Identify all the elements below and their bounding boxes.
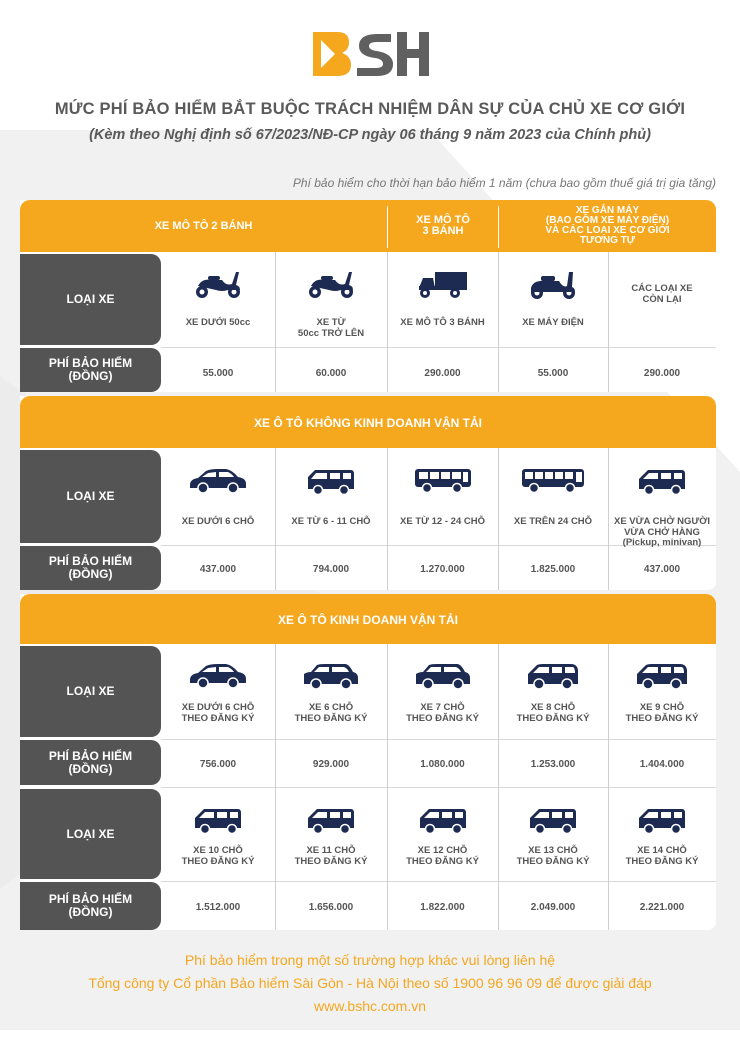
row-label-vehicle-type: LOẠI XE: [20, 646, 161, 737]
vehicle-type-sublabel: (Pickup, minivan): [622, 537, 702, 548]
vehicle-type-label: XE MÔ TÔ 3 BÁNH: [400, 317, 485, 328]
fee-value: 1.512.000: [195, 902, 241, 913]
fee-note: Phí bảo hiểm cho thời hạn bảo hiểm 1 năm (chưa bao gồm thuế giá trị gia tăng): [292, 176, 716, 190]
vehicle-type-label: XE 11 CHỖ THEO ĐĂNG KÝ: [294, 845, 368, 867]
row-label-vehicle-type: LOẠI XE: [20, 450, 161, 543]
row-divider: [161, 739, 716, 740]
row-label-fee: PHÍ BẢO HIỂM (ĐỒNG): [20, 740, 161, 785]
vehicle-type-label: XE 12 CHỖ THEO ĐĂNG KÝ: [406, 845, 479, 867]
row-label-vehicle-type: LOẠI XE: [20, 254, 161, 345]
sedan-icon: [161, 467, 275, 500]
header-2-wheel: XE MÔ TÔ 2 BÁNH: [154, 219, 253, 232]
fee-value: 794.000: [312, 564, 350, 575]
vehicle-type-label: XE 9 CHỖ THEO ĐĂNG KÝ: [625, 702, 699, 724]
van-icon: [608, 467, 716, 502]
vehicle-type-label: XE DƯỚI 6 CHỖ: [181, 516, 255, 527]
vehicle-type-label: XE DƯỚI 6 CHỖ THEO ĐĂNG KÝ: [181, 702, 255, 724]
fee-value: 2.221.000: [639, 902, 685, 913]
fee-value: 2.049.000: [530, 902, 576, 913]
van-icon: [498, 806, 608, 841]
fee-value: 290.000: [424, 368, 461, 379]
fee-value: 437.000: [199, 564, 237, 575]
van-icon: [387, 806, 498, 841]
van-icon: [608, 806, 716, 841]
vehicle-type-label: XE TỪ 12 - 24 CHỖ: [400, 516, 485, 527]
fee-value: 1.404.000: [639, 759, 685, 770]
vehicle-type-label: XE 13 CHỖ THEO ĐĂNG KÝ: [516, 845, 590, 867]
header-moped: XE GẮN MÁY (BAO GỒM XE MÁY ĐIỆN) VÀ CÁC LOẠI XE CƠ GIỚI TƯƠNG TỰ: [545, 205, 670, 246]
vehicle-type-label: XE 14 CHỖ THEO ĐĂNG KÝ: [625, 845, 699, 867]
fee-value: 60.000: [315, 368, 347, 379]
fee-value: 1.825.000: [530, 564, 576, 575]
fee-value: 290.000: [643, 368, 681, 379]
mpv-icon: [608, 662, 716, 697]
row-divider: [161, 787, 716, 788]
suv-icon: [387, 662, 498, 697]
coach-icon: [498, 467, 608, 500]
minivan-icon: [275, 467, 387, 502]
section-motorbike-header: [20, 200, 716, 252]
vehicle-type-label: XE MÁY ĐIỆN: [522, 317, 584, 328]
vehicle-type-label: CÁC LOẠI XE CÒN LẠI: [631, 283, 693, 305]
section-commercial-header: [20, 594, 716, 644]
footer-line-2: Tổng công ty Cổ phần Bảo hiểm Sài Gòn - Hà Nội theo số 1900 96 96 09 để được giải đáp: [88, 975, 652, 991]
section-commercial-title: XE Ô TÔ KINH DOANH VẬN TẢI: [277, 613, 458, 627]
sedan-icon: [161, 662, 275, 695]
scooter-icon: [275, 268, 387, 305]
scooter-icon: [161, 268, 275, 305]
row-label-fee: PHÍ BẢO HIỂM (ĐỒNG): [20, 882, 161, 930]
vehicle-type-label: XE TỪ 50cc TRỞ LÊN: [297, 317, 365, 339]
vehicle-type-label: XE 10 CHỖ THEO ĐĂNG KÝ: [181, 845, 255, 867]
row-label-fee: PHÍ BẢO HIỂM (ĐỒNG): [20, 546, 161, 590]
vehicle-type-label: XE DƯỚI 50cc: [185, 317, 251, 328]
row-divider: [161, 881, 716, 882]
footer-website-link[interactable]: www.bshc.com.vn: [313, 998, 427, 1014]
fee-value: 929.000: [312, 759, 350, 770]
three-wheeler-icon: [387, 268, 498, 305]
header-3-wheel: XE MÔ TÔ 3 BÁNH: [416, 214, 470, 237]
section-noncommercial-header: [20, 396, 716, 448]
mpv-icon: [498, 662, 608, 697]
row-divider: [161, 347, 716, 348]
fee-value: 756.000: [199, 759, 237, 770]
van-icon: [275, 806, 387, 841]
fee-value: 1.822.000: [420, 902, 465, 913]
vehicle-type-label: XE 8 CHỖ THEO ĐĂNG KÝ: [516, 702, 590, 724]
fee-value: 55.000: [537, 368, 569, 379]
van-icon: [161, 806, 275, 841]
row-label-vehicle-type: LOẠI XE: [20, 789, 161, 879]
row-label-fee: PHÍ BẢO HIỂM (ĐỒNG): [20, 348, 161, 392]
fee-value: 1.080.000: [420, 759, 465, 770]
page-title: MỨC PHÍ BẢO HIỂM BẮT BUỘC TRÁCH NHIỆM DÂN SỰ CỦA CHỦ XE CƠ GIỚI: [54, 100, 686, 118]
bsh-logo: [309, 30, 431, 78]
fee-value: 55.000: [202, 368, 234, 379]
vehicle-type-label: XE TỪ 6 - 11 CHỖ: [291, 516, 371, 527]
electric-scooter-icon: [498, 268, 608, 305]
section-noncommercial-title: XE Ô TÔ KHÔNG KINH DOANH VẬN TẢI: [253, 416, 482, 430]
vehicle-type-label: XE 7 CHỖ THEO ĐĂNG KÝ: [406, 702, 479, 724]
footer-line-1: Phí bảo hiểm trong một số trường hợp khác vui lòng liên hệ: [184, 952, 556, 968]
fee-value: 437.000: [643, 564, 681, 575]
fee-value: 1.656.000: [308, 902, 354, 913]
bus-icon: [387, 467, 498, 500]
vehicle-type-label: XE 6 CHỖ THEO ĐĂNG KÝ: [294, 702, 368, 724]
fee-value: 1.270.000: [420, 564, 465, 575]
page-subtitle: (Kèm theo Nghị định số 67/2023/NĐ-CP ngày 06 tháng 9 năm 2023 của Chính phủ): [89, 127, 651, 143]
vehicle-type-label: XE TRÊN 24 CHỖ: [513, 516, 593, 527]
fee-value: 1.253.000: [530, 759, 576, 770]
suv-icon: [275, 662, 387, 697]
vehicle-type-label: XE VỪA CHỞ NGƯỜI VỪA CHỞ HÀNG (Pickup, minivan): [613, 516, 711, 548]
